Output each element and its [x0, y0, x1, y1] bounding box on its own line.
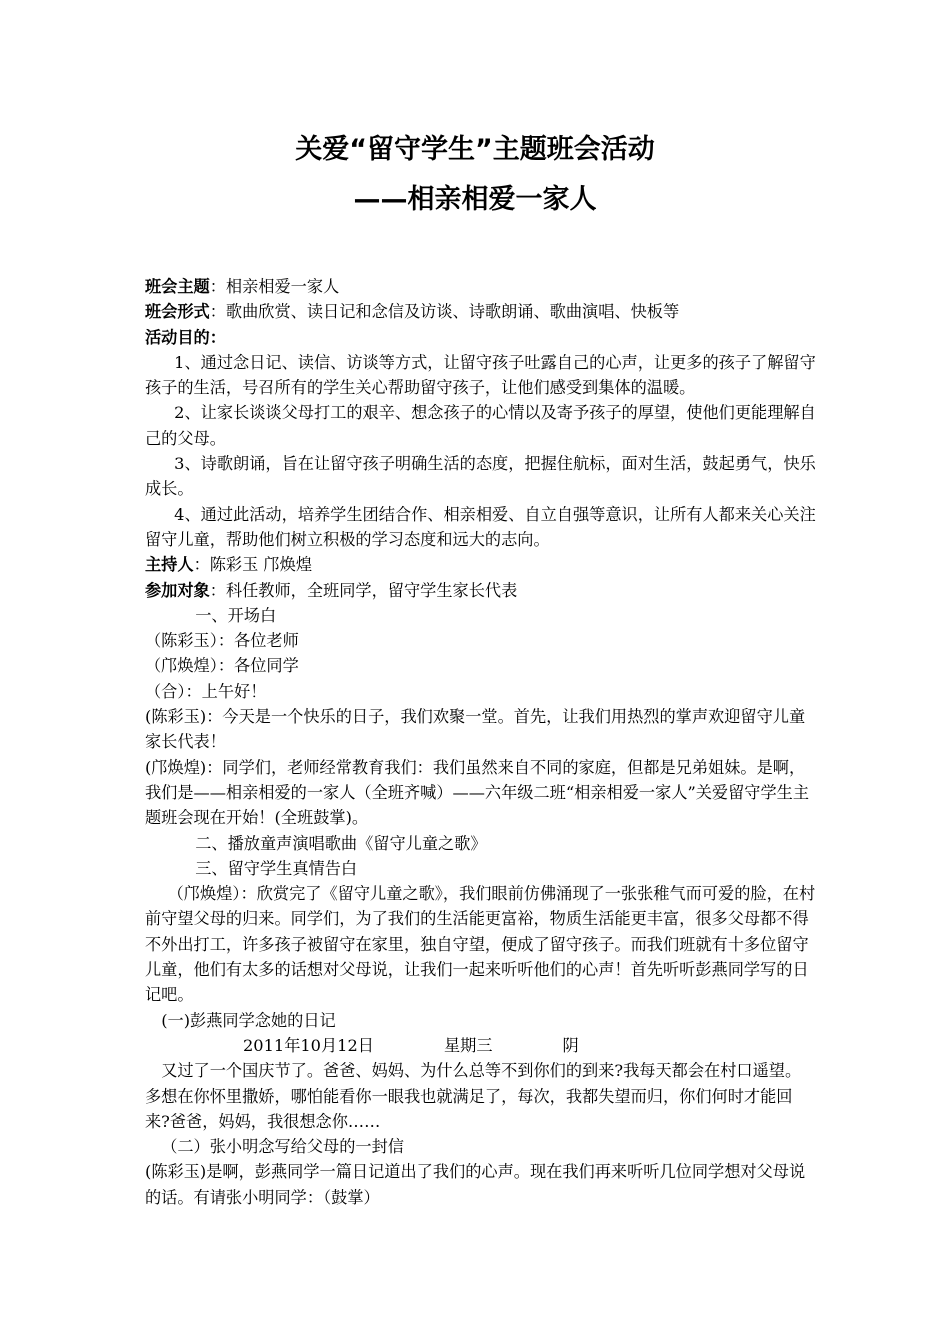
dialogue-line: (陈彩玉)是啊，彭燕同学一篇日记道出了我们的心声。现在我们再来听听几位同学想对父母说的话。有请张小明同学：（鼓掌）: [145, 1162, 806, 1207]
document-subtitle: ——相亲相爱一家人: [353, 184, 597, 215]
attendee-line: [145, 578, 817, 603]
theme-label: 班会主题: [145, 277, 210, 296]
purpose-heading: [145, 325, 817, 350]
dialogue-line: （邝焕煌）：欣赏完了《留守儿童之歌》，我们眼前仿佛涌现了一张张稚气而可爱的脸，在村前守望父母的归来。同学们，为了我们的生活能更富裕，物质生活能更丰富，很多父母都不得不外出打工，许多孩子被留守在家里，独自守望，便成了留守孩子。而我们班就有十多位留守儿童，他们有太多的话想对父母说，让我们一起来听听他们的心声！首先听听彭燕同学写的日记吧。: [145, 884, 816, 1005]
dialogue-line: (邝焕煌)：同学们，老师经常教育我们：我们虽然来自不同的家庭，但都是兄弟姐妹。是啊，我们是——相亲相爱的一家人（全班齐喊）——六年级二班“相亲相爱一家人”关爱留守学生主题班会现在开始！(全班鼓掌)。: [145, 757, 810, 828]
section-opening: 一、开场白: [195, 605, 277, 625]
host-label: 主持人: [145, 555, 194, 575]
diary-weekday: 星期三: [443, 1035, 493, 1055]
purpose-label: 活动目的：: [145, 327, 226, 347]
diary-weather: 阴: [562, 1035, 579, 1055]
diary-text: 又过了一个国庆节了。爸爸、妈妈、为什么总等不到你们的到来?我每天都会在村口遥望。多想在你怀里撒娇，哪怕能看你一眼我也就满足了，每次，我都失望而归，你们何时才能回来?爸爸，妈妈，我很想念你……: [145, 1061, 802, 1131]
purpose-item-4: 4、通过此活动，培养学生团结合作、相亲相爱、自立自强等意识，让所有人都来关心关注留守儿童，帮助他们树立积极的学习态度和远大的志向。: [145, 504, 816, 549]
dialogue-line: （陈彩玉）：各位老师: [145, 631, 299, 651]
purpose-item-1: 1、通过念日记、读信、访谈等方式，让留守孩子吐露自己的心声，让更多的孩子了解留守孩子的生活，号召所有的学生关心帮助留守孩子，让他们感受到集体的温暖。: [145, 352, 816, 398]
document-title: 关爱“留守学生”主题班会活动: [295, 134, 655, 165]
section-song: 二、播放童声演唱歌曲《留守儿童之歌》: [195, 833, 487, 853]
theme-value: ：相亲相爱一家人: [209, 277, 340, 296]
dialogue-line: (陈彩玉)：今天是一个快乐的日子，我们欢聚一堂。首先，让我们用热烈的掌声欢迎留守儿童家长代表！: [145, 707, 806, 752]
purpose-item-2: 2、让家长谈谈父母打工的艰辛、想念孩子的心情以及寄予孩子的厚望，使他们更能理解自己的父母。: [145, 403, 816, 448]
host-value: ：陈彩玉 邝焕煌: [193, 555, 313, 575]
theme-line: [145, 274, 817, 299]
form-label: 班会形式: [145, 302, 210, 322]
document-body: [145, 274, 817, 1210]
form-line: [145, 299, 817, 324]
subsection-diary: (一)彭燕同学念她的日记: [161, 1010, 336, 1030]
section-confession: 三、留守学生真情告白: [195, 858, 358, 878]
host-line: [145, 552, 817, 577]
attendee-value: ：科任教师，全班同学，留守学生家长代表: [209, 580, 518, 600]
diary-date: 2011年10月12日: [243, 1035, 374, 1055]
dialogue-line: （邝焕煌）：各位同学: [145, 656, 299, 676]
attendee-label: 参加对象: [145, 580, 210, 600]
diary-date-line: [145, 1033, 817, 1058]
form-value: ：歌曲欣赏、读日记和念信及访谈、诗歌朗诵、歌曲演唱、快板等: [209, 302, 680, 322]
dialogue-line: （合）：上午好！: [145, 681, 267, 701]
subsection-letter: （二）张小明念写给父母的一封信: [161, 1137, 404, 1157]
purpose-item-3: 3、诗歌朗诵，旨在让留守孩子明确生活的态度，把握住航标，面对生活，鼓起勇气，快乐成长。: [145, 454, 816, 499]
